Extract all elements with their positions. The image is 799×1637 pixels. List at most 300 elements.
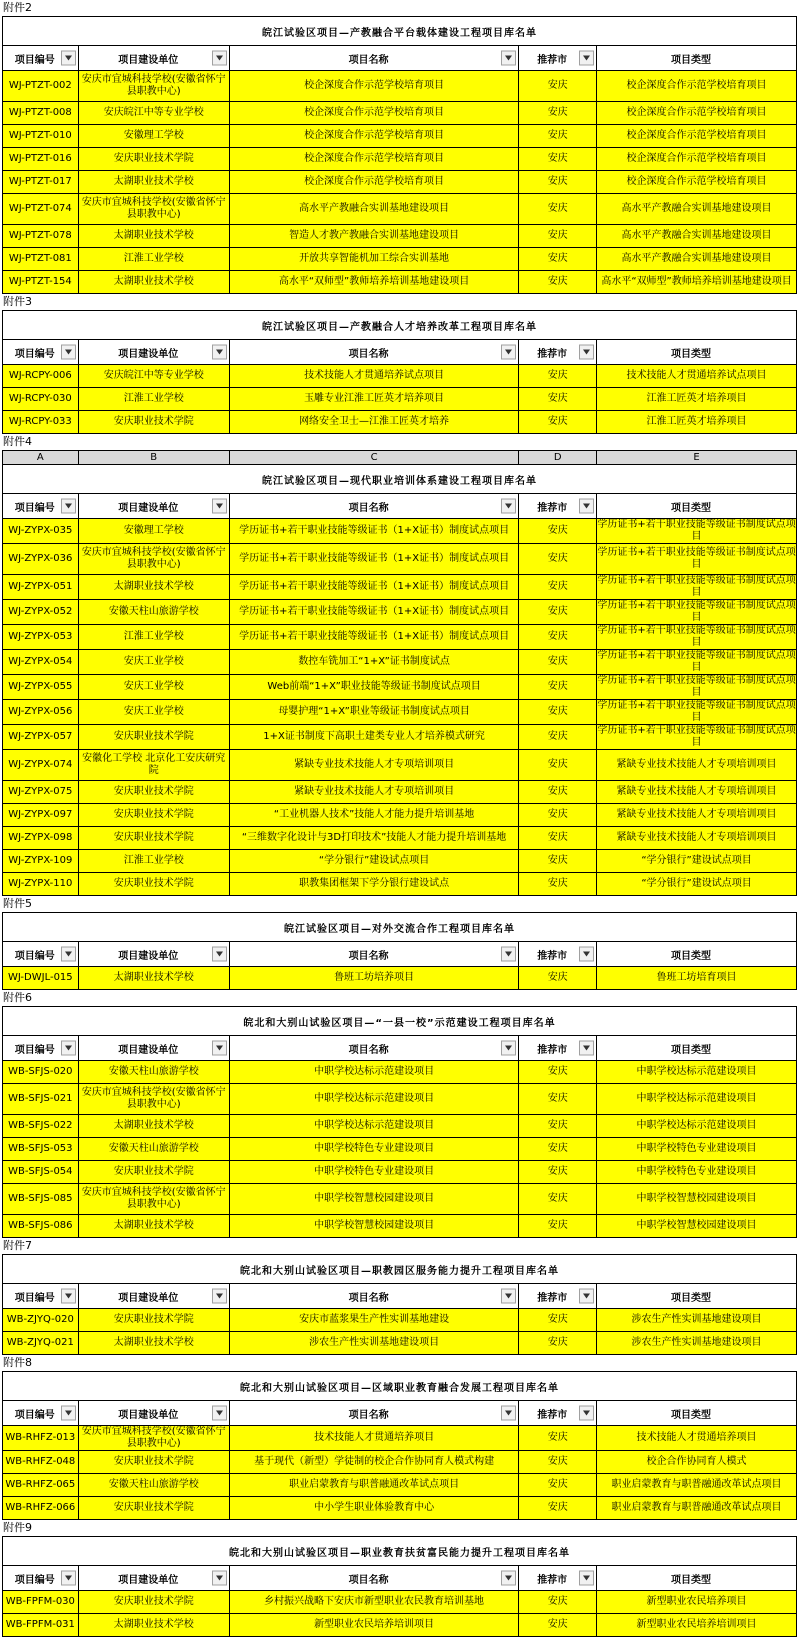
- cell-unit[interactable]: 安庆职业技术学院: [78, 781, 229, 804]
- cell-name[interactable]: 中职学校达标示范建设项目: [229, 1061, 519, 1084]
- cell-city[interactable]: 安庆: [519, 600, 597, 625]
- table-row[interactable]: [3, 873, 797, 896]
- cell-unit[interactable]: 江淮工业学校: [78, 850, 229, 873]
- cell-unit[interactable]: 安庆职业技术学院: [78, 148, 229, 171]
- cell-code[interactable]: WB-RHFZ-048: [3, 1451, 79, 1474]
- cell-name[interactable]: 1+X证书制度下高职土建类专业人才培养模式研究: [229, 725, 519, 750]
- cell-city[interactable]: 安庆: [519, 271, 597, 294]
- cell-city[interactable]: 安庆: [519, 248, 597, 271]
- cell-unit[interactable]: 安庆皖江中等专业学校: [78, 102, 229, 125]
- cell-code[interactable]: WB-FPFM-031: [3, 1614, 79, 1637]
- cell-name[interactable]: 乡村振兴战略下安庆市新型职业农民教育培训基地: [229, 1591, 518, 1614]
- cell-name[interactable]: 职业启蒙教育与职普融通改革试点项目: [229, 1474, 519, 1497]
- cell-name[interactable]: 母婴护理“1+X”职业等级证书制度试点项目: [229, 700, 519, 725]
- cell-city[interactable]: 安庆: [519, 575, 597, 600]
- table-row[interactable]: [3, 750, 797, 781]
- cell-type[interactable]: 中职学校达标示范建设项目: [597, 1084, 797, 1115]
- cell-unit[interactable]: 太湖职业技术学校: [78, 271, 229, 294]
- cell-unit[interactable]: 太湖职业技术学校: [78, 575, 229, 600]
- cell-city[interactable]: 安庆: [519, 148, 597, 171]
- cell-city[interactable]: 安庆: [519, 544, 597, 575]
- table-row[interactable]: [3, 804, 797, 827]
- filter-dropdown-icon[interactable]: [501, 947, 516, 962]
- cell-type[interactable]: 紧缺专业技术技能人才专项培训项目: [597, 750, 797, 781]
- cell-unit[interactable]: 安庆职业技术学院: [78, 1309, 229, 1332]
- cell-code[interactable]: WJ-PTZT-008: [3, 102, 79, 125]
- cell-unit[interactable]: 安庆职业技术学院: [78, 827, 229, 850]
- cell-code[interactable]: WB-RHFZ-013: [3, 1426, 79, 1451]
- cell-name[interactable]: 校企深度合作示范学校培育项目: [229, 71, 518, 102]
- cell-name[interactable]: 高水平“双师型”教师培养培训基地建设项目: [229, 271, 518, 294]
- table-title: 皖北和大别山试验区项目—职教园区服务能力提升工程项目库名单: [3, 1255, 797, 1284]
- cell-name[interactable]: 学历证书+若干职业技能等级证书（1+X证书）制度试点项目: [229, 575, 519, 600]
- cell-name[interactable]: 新型职业农民培养培训项目: [229, 1614, 518, 1637]
- cell-type[interactable]: 中职学校达标示范建设项目: [597, 1061, 797, 1084]
- cell-type[interactable]: 校企深度合作示范学校培育项目: [597, 71, 797, 102]
- cell-code[interactable]: WJ-PTZT-078: [3, 225, 79, 248]
- cell-city[interactable]: 安庆: [519, 519, 597, 544]
- filter-dropdown-icon[interactable]: [61, 947, 76, 962]
- table-row[interactable]: [3, 125, 797, 148]
- cell-type[interactable]: 学历证书+若干职业技能等级证书制度试点项目: [597, 725, 796, 748]
- cell-city[interactable]: 安庆: [519, 625, 597, 650]
- filter-dropdown-icon[interactable]: [579, 51, 594, 66]
- column-header-e[interactable]: E: [597, 451, 797, 465]
- cell-name[interactable]: 开放共享智能机加工综合实训基地: [229, 248, 518, 271]
- cell-type[interactable]: “学分银行”建设试点项目: [597, 850, 797, 873]
- cell-unit[interactable]: 安庆工业学校: [78, 650, 229, 675]
- cell-code[interactable]: WJ-ZYPX-055: [3, 675, 79, 700]
- table-row[interactable]: [3, 1474, 797, 1497]
- filter-dropdown-icon[interactable]: [61, 345, 76, 360]
- cell-name[interactable]: 中职学校达标示范建设项目: [229, 1084, 519, 1115]
- cell-code[interactable]: WJ-ZYPX-053: [3, 625, 79, 650]
- cell-name[interactable]: 学历证书+若干职业技能等级证书（1+X证书）制度试点项目: [229, 519, 519, 544]
- cell-code[interactable]: WJ-ZYPX-052: [3, 600, 79, 625]
- cell-unit[interactable]: 安庆职业技术学院: [78, 804, 229, 827]
- table-row[interactable]: [3, 1184, 797, 1215]
- filter-dropdown-icon[interactable]: [61, 499, 76, 514]
- cell-name[interactable]: 技术技能人才贯通培养试点项目: [229, 365, 518, 388]
- filter-dropdown-icon[interactable]: [501, 51, 516, 66]
- cell-name[interactable]: 技术技能人才贯通培养项目: [229, 1426, 519, 1451]
- cell-code[interactable]: WB-SFJS-053: [3, 1138, 79, 1161]
- cell-code[interactable]: WB-SFJS-022: [3, 1115, 79, 1138]
- cell-name[interactable]: 智造人才教产教融合实训基地建设项目: [229, 225, 518, 248]
- cell-name[interactable]: 学历证书+若干职业技能等级证书（1+X证书）制度试点项目: [229, 625, 519, 650]
- cell-city[interactable]: 安庆: [519, 700, 597, 725]
- cell-type[interactable]: 校企深度合作示范学校培育项目: [597, 125, 797, 148]
- cell-unit[interactable]: 安庆市宜城科技学校(安徽省怀宁县职教中心): [78, 194, 229, 225]
- cell-unit[interactable]: 安徽理工学校: [78, 125, 229, 148]
- cell-city[interactable]: 安庆: [519, 125, 597, 148]
- table-row[interactable]: [3, 1215, 797, 1238]
- cell-city[interactable]: 安庆: [519, 725, 597, 750]
- cell-type[interactable]: 紧缺专业技术技能人才专项培训项目: [597, 781, 797, 804]
- cell-code[interactable]: WJ-RCPY-030: [3, 388, 79, 411]
- cell-code[interactable]: WJ-ZYPX-097: [3, 804, 79, 827]
- cell-name[interactable]: 安庆市蓝浆果生产性实训基地建设: [229, 1309, 519, 1332]
- cell-code[interactable]: WB-SFJS-020: [3, 1061, 79, 1084]
- filter-dropdown-icon[interactable]: [61, 1571, 76, 1586]
- cell-unit[interactable]: 安庆工业学校: [78, 675, 229, 700]
- cell-name[interactable]: “学分银行”建设试点项目: [229, 850, 519, 873]
- cell-unit[interactable]: 安庆市宜城科技学校(安徽省怀宁县职教中心): [78, 1184, 229, 1215]
- filter-dropdown-icon[interactable]: [579, 947, 594, 962]
- cell-type[interactable]: 学历证书+若干职业技能等级证书制度试点项目: [597, 519, 796, 542]
- filter-dropdown-icon[interactable]: [61, 1041, 76, 1056]
- cell-code[interactable]: WJ-ZYPX-110: [3, 873, 79, 896]
- cell-type[interactable]: 职业启蒙教育与职普融通改革试点项目: [597, 1497, 797, 1520]
- filter-dropdown-icon[interactable]: [501, 345, 516, 360]
- column-header-d[interactable]: D: [519, 451, 597, 465]
- filter-dropdown-icon[interactable]: [501, 499, 516, 514]
- cell-unit[interactable]: 太湖职业技术学校: [78, 1115, 229, 1138]
- cell-unit[interactable]: 安庆市宜城科技学校(安徽省怀宁县职教中心): [78, 544, 229, 575]
- table-row[interactable]: [3, 194, 797, 225]
- cell-name[interactable]: 高水平产教融合实训基地建设项目: [229, 194, 518, 225]
- cell-name[interactable]: 鲁班工坊培养项目: [229, 967, 518, 990]
- cell-code[interactable]: WJ-ZYPX-056: [3, 700, 79, 725]
- filter-dropdown-icon[interactable]: [61, 1406, 76, 1421]
- cell-code[interactable]: WJ-ZYPX-109: [3, 850, 79, 873]
- cell-code[interactable]: WB-RHFZ-065: [3, 1474, 79, 1497]
- cell-name[interactable]: 基于现代（新型）学徒制的校企合作协同育人模式构建: [229, 1451, 519, 1474]
- cell-type[interactable]: 学历证书+若干职业技能等级证书制度试点项目: [597, 625, 796, 648]
- cell-type[interactable]: 校企深度合作示范学校培育项目: [597, 148, 797, 171]
- table-row[interactable]: [3, 650, 797, 675]
- cell-type[interactable]: 技术技能人才贯通培养项目: [597, 1426, 797, 1451]
- filter-dropdown-icon[interactable]: [212, 499, 227, 514]
- table-row[interactable]: [3, 1614, 797, 1637]
- filter-dropdown-icon[interactable]: [579, 1041, 594, 1056]
- cell-type[interactable]: 中职学校特色专业建设项目: [597, 1138, 797, 1161]
- cell-city[interactable]: 安庆: [519, 873, 597, 896]
- cell-city[interactable]: 安庆: [519, 1184, 597, 1215]
- cell-unit[interactable]: 太湖职业技术学校: [78, 1332, 229, 1355]
- cell-type[interactable]: 学历证书+若干职业技能等级证书制度试点项目: [597, 575, 796, 598]
- cell-code[interactable]: WB-SFJS-085: [3, 1184, 79, 1215]
- cell-city[interactable]: 安庆: [519, 650, 597, 675]
- table-row[interactable]: [3, 600, 797, 625]
- cell-unit[interactable]: 安庆市宜城科技学校(安徽省怀宁县职教中心): [78, 71, 229, 102]
- filter-dropdown-icon[interactable]: [61, 51, 76, 66]
- cell-type[interactable]: 高水平产教融合实训基地建设项目: [597, 225, 797, 248]
- cell-city[interactable]: 安庆: [519, 750, 597, 781]
- cell-unit[interactable]: 太湖职业技术学校: [78, 967, 229, 990]
- cell-name[interactable]: 校企深度合作示范学校培育项目: [229, 102, 518, 125]
- cell-unit[interactable]: 江淮工业学校: [78, 388, 229, 411]
- filter-dropdown-icon[interactable]: [501, 1041, 516, 1056]
- cell-code[interactable]: WJ-ZYPX-054: [3, 650, 79, 675]
- table-title: 皖北和大别山试验区项目—职业教育扶贫富民能力提升工程项目库名单: [3, 1537, 797, 1566]
- cell-name[interactable]: 网络安全卫士—江淮工匠英才培养: [229, 411, 518, 434]
- filter-dropdown-icon[interactable]: [501, 1406, 516, 1421]
- cell-type[interactable]: 新型职业农民培养项目: [597, 1591, 797, 1614]
- cell-code[interactable]: WB-SFJS-054: [3, 1161, 79, 1184]
- cell-code[interactable]: WJ-PTZT-074: [3, 194, 79, 225]
- cell-type[interactable]: “学分银行”建设试点项目: [597, 873, 797, 896]
- table-row[interactable]: [3, 781, 797, 804]
- table-row[interactable]: [3, 1332, 797, 1355]
- table-row[interactable]: [3, 827, 797, 850]
- cell-name[interactable]: “三维数字化设计与3D打印技术”技能人才能力提升培训基地: [229, 827, 519, 850]
- table-row[interactable]: [3, 575, 797, 600]
- cell-unit[interactable]: 太湖职业技术学校: [78, 171, 229, 194]
- table-row[interactable]: [3, 388, 797, 411]
- cell-name[interactable]: 中职学校智慧校园建设项目: [229, 1184, 519, 1215]
- cell-type[interactable]: 中职学校达标示范建设项目: [597, 1115, 797, 1138]
- cell-unit[interactable]: 江淮工业学校: [78, 248, 229, 271]
- cell-unit[interactable]: 安庆职业技术学院: [78, 873, 229, 896]
- filter-dropdown-icon[interactable]: [501, 1289, 516, 1304]
- cell-type[interactable]: 学历证书+若干职业技能等级证书制度试点项目: [597, 650, 796, 673]
- cell-city[interactable]: 安庆: [519, 850, 597, 873]
- table-row[interactable]: [3, 1497, 797, 1520]
- cell-code[interactable]: WJ-PTZT-010: [3, 125, 79, 148]
- table-row[interactable]: [3, 1309, 797, 1332]
- cell-unit[interactable]: 安徽理工学校: [78, 519, 229, 544]
- cell-unit[interactable]: 安庆职业技术学院: [78, 1591, 229, 1614]
- cell-unit[interactable]: 安庆工业学校: [78, 700, 229, 725]
- cell-city[interactable]: 安庆: [519, 827, 597, 850]
- cell-name[interactable]: 数控车铣加工“1+X”证书制度试点: [229, 650, 519, 675]
- column-header-c[interactable]: C: [229, 451, 519, 465]
- table-row[interactable]: [3, 544, 797, 575]
- cell-city[interactable]: 安庆: [519, 411, 597, 434]
- cell-code[interactable]: WJ-PTZT-154: [3, 271, 79, 294]
- table-row[interactable]: [3, 71, 797, 102]
- table-row[interactable]: [3, 365, 797, 388]
- header-cell-4: [597, 942, 797, 967]
- cell-code[interactable]: WJ-RCPY-033: [3, 411, 79, 434]
- filter-dropdown-icon[interactable]: [579, 499, 594, 514]
- cell-city[interactable]: 安庆: [519, 1161, 597, 1184]
- cell-unit[interactable]: 安庆市宜城科技学校(安徽省怀宁县职教中心): [78, 1084, 229, 1115]
- cell-city[interactable]: 安庆: [519, 675, 597, 700]
- cell-code[interactable]: WJ-PTZT-002: [3, 71, 79, 102]
- cell-unit[interactable]: 安徽化工学校 北京化工安庆研究院: [78, 750, 229, 781]
- column-header-b[interactable]: B: [78, 451, 229, 465]
- cell-type[interactable]: 职业启蒙教育与职普融通改革试点项目: [597, 1474, 797, 1497]
- filter-dropdown-icon[interactable]: [212, 51, 227, 66]
- cell-type[interactable]: 新型职业农民培养培训项目: [597, 1614, 797, 1637]
- cell-name[interactable]: 校企深度合作示范学校培育项目: [229, 171, 518, 194]
- filter-dropdown-icon[interactable]: [579, 1571, 594, 1586]
- cell-city[interactable]: 安庆: [519, 194, 597, 225]
- cell-code[interactable]: WJ-PTZT-017: [3, 171, 79, 194]
- cell-code[interactable]: WB-SFJS-021: [3, 1084, 79, 1115]
- table-row[interactable]: [3, 271, 797, 294]
- cell-unit[interactable]: 太湖职业技术学校: [78, 1215, 229, 1238]
- column-header-a[interactable]: A: [3, 451, 79, 465]
- cell-unit[interactable]: 安庆职业技术学院: [78, 1161, 229, 1184]
- filter-dropdown-icon[interactable]: [61, 1289, 76, 1304]
- table-row[interactable]: [3, 850, 797, 873]
- cell-city[interactable]: 安庆: [519, 967, 597, 990]
- filter-dropdown-icon[interactable]: [212, 345, 227, 360]
- table-row[interactable]: [3, 967, 797, 990]
- cell-type[interactable]: 学历证书+若干职业技能等级证书制度试点项目: [597, 544, 797, 575]
- table-row[interactable]: [3, 1061, 797, 1084]
- cell-unit[interactable]: 安庆皖江中等专业学校: [78, 365, 229, 388]
- cell-name[interactable]: 学历证书+若干职业技能等级证书（1+X证书）制度试点项目: [229, 600, 519, 625]
- cell-city[interactable]: 安庆: [519, 1497, 597, 1520]
- cell-type[interactable]: 校企深度合作示范学校培育项目: [597, 171, 797, 194]
- cell-type[interactable]: 学历证书+若干职业技能等级证书制度试点项目: [597, 700, 796, 723]
- table-header-row: [3, 942, 797, 967]
- cell-city[interactable]: 安庆: [519, 102, 597, 125]
- cell-code[interactable]: WJ-RCPY-006: [3, 365, 79, 388]
- cell-type[interactable]: 校企合作协同育人模式: [597, 1451, 797, 1474]
- filter-dropdown-icon[interactable]: [579, 1406, 594, 1421]
- cell-code[interactable]: WB-ZJYQ-021: [3, 1332, 79, 1355]
- table-row[interactable]: [3, 700, 797, 725]
- cell-type[interactable]: 高水平产教融合实训基地建设项目: [597, 194, 797, 225]
- cell-city[interactable]: 安庆: [519, 225, 597, 248]
- cell-city[interactable]: 安庆: [519, 1426, 597, 1451]
- cell-name[interactable]: 中职学校智慧校园建设项目: [229, 1215, 519, 1238]
- cell-city[interactable]: 安庆: [519, 781, 597, 804]
- cell-code[interactable]: WJ-ZYPX-035: [3, 519, 79, 544]
- cell-name[interactable]: 中职学校特色专业建设项目: [229, 1161, 519, 1184]
- cell-code[interactable]: WJ-ZYPX-051: [3, 575, 79, 600]
- cell-type[interactable]: 学历证书+若干职业技能等级证书制度试点项目: [597, 675, 796, 698]
- cell-unit[interactable]: 安庆职业技术学院: [78, 411, 229, 434]
- cell-name[interactable]: 紧缺专业技术技能人才专项培训项目: [229, 750, 519, 781]
- table-row[interactable]: [3, 148, 797, 171]
- cell-unit[interactable]: 安庆职业技术学院: [78, 725, 229, 750]
- cell-name[interactable]: 校企深度合作示范学校培育项目: [229, 148, 518, 171]
- cell-city[interactable]: 安庆: [519, 1309, 597, 1332]
- table-row[interactable]: [3, 248, 797, 271]
- cell-name[interactable]: 校企深度合作示范学校培育项目: [229, 125, 518, 148]
- cell-name[interactable]: 中职学校达标示范建设项目: [229, 1115, 519, 1138]
- cell-unit[interactable]: 太湖职业技术学校: [78, 1614, 229, 1637]
- cell-code[interactable]: WJ-ZYPX-075: [3, 781, 79, 804]
- table-row[interactable]: [3, 171, 797, 194]
- cell-name[interactable]: “工业机器人技术”技能人才能力提升培训基地: [229, 804, 519, 827]
- cell-code[interactable]: WJ-ZYPX-074: [3, 750, 79, 781]
- cell-city[interactable]: 安庆: [519, 388, 597, 411]
- table-row[interactable]: [3, 1426, 797, 1451]
- cell-code[interactable]: WB-SFJS-086: [3, 1215, 79, 1238]
- cell-type[interactable]: 校企深度合作示范学校培育项目: [597, 102, 797, 125]
- filter-dropdown-icon[interactable]: [579, 345, 594, 360]
- cell-code[interactable]: WJ-ZYPX-057: [3, 725, 79, 750]
- cell-city[interactable]: 安庆: [519, 71, 597, 102]
- cell-unit[interactable]: 安徽天柱山旅游学校: [78, 1474, 229, 1497]
- cell-unit[interactable]: 安庆市宜城科技学校(安徽省怀宁县职教中心): [78, 1426, 229, 1451]
- cell-type[interactable]: 学历证书+若干职业技能等级证书制度试点项目: [597, 600, 796, 623]
- table-row[interactable]: [3, 675, 797, 700]
- cell-code[interactable]: WB-ZJYQ-020: [3, 1309, 79, 1332]
- cell-unit[interactable]: 安徽天柱山旅游学校: [78, 1061, 229, 1084]
- cell-city[interactable]: 安庆: [519, 1451, 597, 1474]
- cell-code[interactable]: WJ-PTZT-016: [3, 148, 79, 171]
- cell-unit[interactable]: 太湖职业技术学校: [78, 225, 229, 248]
- cell-city[interactable]: 安庆: [519, 1614, 597, 1637]
- cell-unit[interactable]: 安徽天柱山旅游学校: [78, 1138, 229, 1161]
- table-row[interactable]: [3, 1115, 797, 1138]
- cell-name[interactable]: 中小学生职业体验教育中心: [229, 1497, 519, 1520]
- table-row[interactable]: [3, 1138, 797, 1161]
- filter-dropdown-icon[interactable]: [212, 1041, 227, 1056]
- cell-unit[interactable]: 安徽天柱山旅游学校: [78, 600, 229, 625]
- cell-name[interactable]: Web前端“1+X”职业技能等级证书制度试点项目: [229, 675, 519, 700]
- cell-code[interactable]: WJ-ZYPX-036: [3, 544, 79, 575]
- filter-dropdown-icon[interactable]: [212, 1289, 227, 1304]
- cell-city[interactable]: 安庆: [519, 804, 597, 827]
- cell-type[interactable]: 中职学校智慧校园建设项目: [597, 1184, 797, 1215]
- cell-type[interactable]: 紧缺专业技术技能人才专项培训项目: [597, 804, 797, 827]
- cell-code[interactable]: WJ-PTZT-081: [3, 248, 79, 271]
- cell-type[interactable]: 中职学校智慧校园建设项目: [597, 1215, 797, 1238]
- table-row[interactable]: [3, 225, 797, 248]
- filter-dropdown-icon[interactable]: [212, 1571, 227, 1586]
- cell-type[interactable]: 涉农生产性实训基地建设项目: [597, 1309, 797, 1332]
- cell-code[interactable]: WJ-DWJL-015: [3, 967, 79, 990]
- table-row[interactable]: [3, 1161, 797, 1184]
- filter-dropdown-icon[interactable]: [501, 1571, 516, 1586]
- cell-type[interactable]: 鲁班工坊培育项目: [597, 967, 797, 990]
- cell-city[interactable]: 安庆: [519, 365, 597, 388]
- cell-name[interactable]: 紧缺专业技术技能人才专项培训项目: [229, 781, 519, 804]
- table-row[interactable]: [3, 411, 797, 434]
- cell-city[interactable]: 安庆: [519, 1332, 597, 1355]
- cell-city[interactable]: 安庆: [519, 1215, 597, 1238]
- cell-name[interactable]: 职教集团框架下学分银行建设试点: [229, 873, 519, 896]
- cell-unit[interactable]: 安庆职业技术学院: [78, 1451, 229, 1474]
- cell-city[interactable]: 安庆: [519, 1138, 597, 1161]
- cell-unit[interactable]: 江淮工业学校: [78, 625, 229, 650]
- cell-type[interactable]: 技术技能人才贯通培养试点项目: [597, 365, 797, 388]
- cell-type[interactable]: 涉农生产性实训基地建设项目: [597, 1332, 797, 1355]
- table-row[interactable]: [3, 725, 797, 750]
- filter-dropdown-icon[interactable]: [212, 1406, 227, 1421]
- table-row[interactable]: [3, 1451, 797, 1474]
- cell-name[interactable]: 玉雕专业江淮工匠英才培养项目: [229, 388, 518, 411]
- cell-type[interactable]: 高水平产教融合实训基地建设项目: [597, 248, 797, 271]
- project-table: [2, 310, 797, 434]
- filter-dropdown-icon[interactable]: [579, 1289, 594, 1304]
- cell-city[interactable]: 安庆: [519, 1061, 597, 1084]
- cell-city[interactable]: 安庆: [519, 1474, 597, 1497]
- cell-type[interactable]: 江淮工匠英才培养项目: [597, 388, 797, 411]
- table-row[interactable]: [3, 625, 797, 650]
- cell-code[interactable]: WB-FPFM-030: [3, 1591, 79, 1614]
- cell-city[interactable]: 安庆: [519, 171, 597, 194]
- table-row[interactable]: [3, 1591, 797, 1614]
- cell-type[interactable]: 紧缺专业技术技能人才专项培训项目: [597, 827, 797, 850]
- cell-name[interactable]: 涉农生产性实训基地建设项目: [229, 1332, 519, 1355]
- cell-name[interactable]: 中职学校特色专业建设项目: [229, 1138, 519, 1161]
- cell-unit[interactable]: 安庆职业技术学院: [78, 1497, 229, 1520]
- cell-type[interactable]: 江淮工匠英才培养项目: [597, 411, 797, 434]
- cell-city[interactable]: 安庆: [519, 1591, 597, 1614]
- cell-city[interactable]: 安庆: [519, 1115, 597, 1138]
- cell-name[interactable]: 学历证书+若干职业技能等级证书（1+X证书）制度试点项目: [229, 544, 519, 575]
- table-row[interactable]: [3, 519, 797, 544]
- cell-code[interactable]: WB-RHFZ-066: [3, 1497, 79, 1520]
- cell-city[interactable]: 安庆: [519, 1084, 597, 1115]
- cell-type[interactable]: 中职学校特色专业建设项目: [597, 1161, 797, 1184]
- cell-type[interactable]: 高水平“双师型”教师培养培训基地建设项目: [597, 271, 797, 294]
- filter-dropdown-icon[interactable]: [212, 947, 227, 962]
- table-row[interactable]: [3, 102, 797, 125]
- table-row[interactable]: [3, 1084, 797, 1115]
- cell-code[interactable]: WJ-ZYPX-098: [3, 827, 79, 850]
